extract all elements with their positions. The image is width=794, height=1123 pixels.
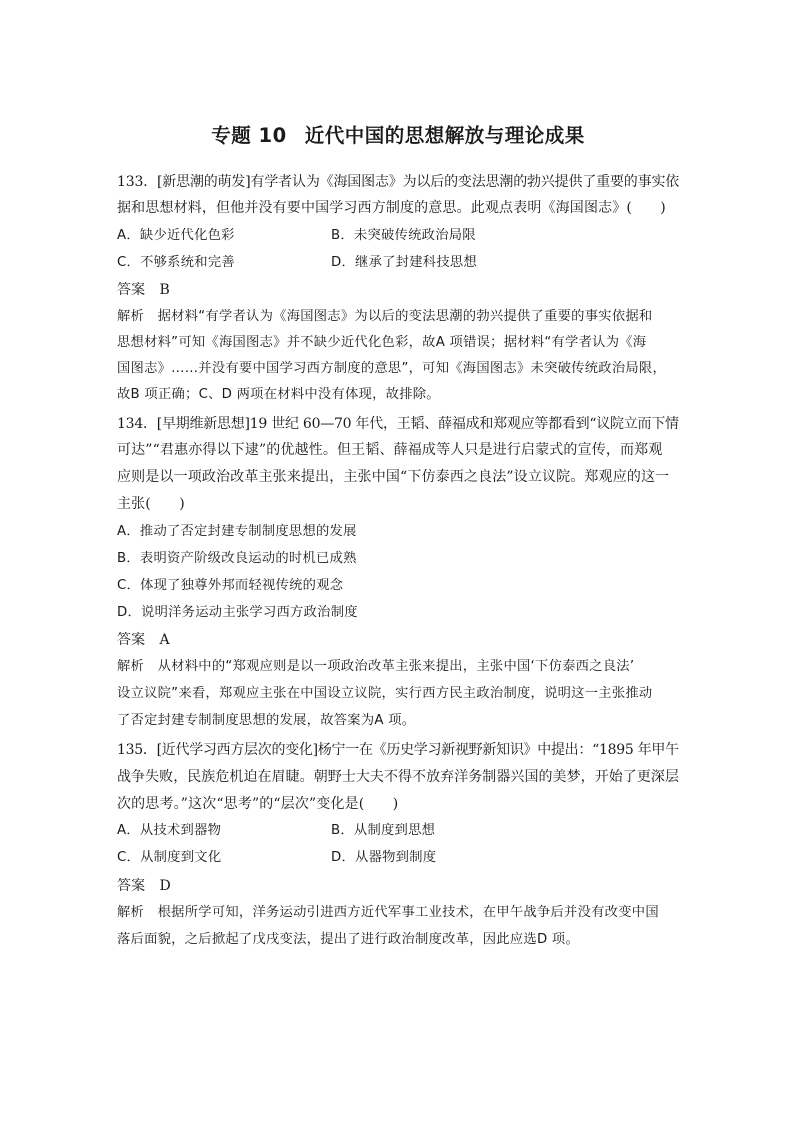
q133-analysis-line-3: 国图志》……并没有要中国学习西方制度的意思”，可知《海国图志》未突破传统政治局限，	[117, 361, 667, 376]
q134-stem-line-2: 可达”“君惠亦得以下逮”的优越性。但王韬、薛福成等人只是进行启蒙式的宣传，而郑观	[117, 442, 663, 458]
q134-option-a: A．推动了否定封建专制制度思想的发展	[117, 524, 357, 539]
q135-option-a: A．从技术到器物	[117, 823, 222, 838]
q134-option-d: D．说明洋务运动主张学习西方政治制度	[117, 605, 358, 620]
title-text: 近代中国的思想解放与理论成果	[304, 124, 585, 147]
q135-options-row-2	[117, 848, 679, 868]
q133-option-d: D．继承了封建科技思想	[331, 255, 477, 270]
q135-option-b: B．从制度到思想	[331, 823, 436, 838]
q134-answer: 答案 A	[117, 632, 170, 648]
q134-stem-line-3: 应则是以一项政治改革主张来提出，主张中国“下仿泰西之良法”设立议院。郑观应的这一	[117, 469, 670, 485]
q134-option-b: B．表明资产阶级改良运动的时机已成熟	[117, 551, 357, 566]
q133-options-row-1	[117, 226, 679, 246]
title-prefix: 专题 10	[211, 124, 287, 147]
q134-stem-line-1: 134．[早期维新思想]19 世纪 60—70 年代，王韬、薛福成和郑观应等都看到“议院立而下情	[117, 416, 679, 432]
q135-stem-line-2: 战争失败，民族危机迫在眉睫。朝野士大夫不得不放弃洋务制器兴国的美梦，开始了更深层	[117, 769, 679, 785]
q133-option-b: B．未突破传统政治局限	[331, 228, 476, 243]
q135-option-d: D．从器物到制度	[331, 850, 437, 865]
q134-analysis-line-3: 了否定封建专制制度思想的发展，故答案为A 项。	[117, 713, 416, 728]
q133-option-a: A．缺少近代化色彩	[117, 228, 235, 243]
q135-stem-line-3: 次的思考。”这次“思考”的“层次”变化是( )	[117, 796, 399, 812]
q133-analysis-line-1: 解析 据材料“有学者认为《海国图志》为以后的变法思潮的勃兴提供了重要的事实依据和	[117, 309, 653, 324]
q133-analysis-line-4: 故B 项正确；C、D 两项在材料中没有体现，故排除。	[117, 387, 440, 402]
q135-options-row-1	[117, 821, 679, 841]
q133-stem-line-1: 133．[新思潮的萌发]有学者认为《海国图志》为以后的变法思潮的勃兴提供了重要的事实依	[117, 174, 680, 190]
q134-analysis-line-1: 解析 从材料中的“郑观应则是以一项政治改革主张来提出，主张中国‘下仿泰西之良法’	[117, 659, 635, 674]
q135-option-c: C．从制度到文化	[117, 850, 222, 865]
q135-stem-line-1: 135．[近代学习西方层次的变化]杨宁一在《历史学习新视野新知识》中提出：“1895 年甲午	[117, 742, 679, 758]
q133-option-c: C．不够系统和完善	[117, 255, 235, 270]
q133-stem-line-2: 据和思想材料，但他并没有要中国学习西方制度的意思。此观点表明《海国图志》( )	[117, 200, 666, 216]
page-title	[117, 120, 679, 148]
q133-options-row-2	[117, 253, 679, 273]
q134-analysis-line-2: 设立议院”来看，郑观应主张在中国设立议院，实行西方民主政治制度，说明这一主张推动	[117, 686, 653, 701]
q133-answer: 答案 B	[117, 282, 170, 298]
q135-analysis-line-1: 解析 根据所学可知，洋务运动引进西方近代军事工业技术，在甲午战争后并没有改变中国	[117, 905, 659, 920]
q135-analysis-line-2: 落后面貌，之后掀起了戊戌变法，提出了进行政治制度改革，因此应选D 项。	[117, 932, 580, 947]
q133-analysis-line-2: 思想材料”可知《海国图志》并不缺少近代化色彩，故A 项错误；据材料“有学者认为《海	[117, 335, 647, 350]
q135-answer: 答案 D	[117, 878, 171, 894]
q134-option-c: C．体现了独尊外邦而轻视传统的观念	[117, 578, 344, 593]
q134-stem-line-4: 主张( )	[117, 496, 185, 512]
